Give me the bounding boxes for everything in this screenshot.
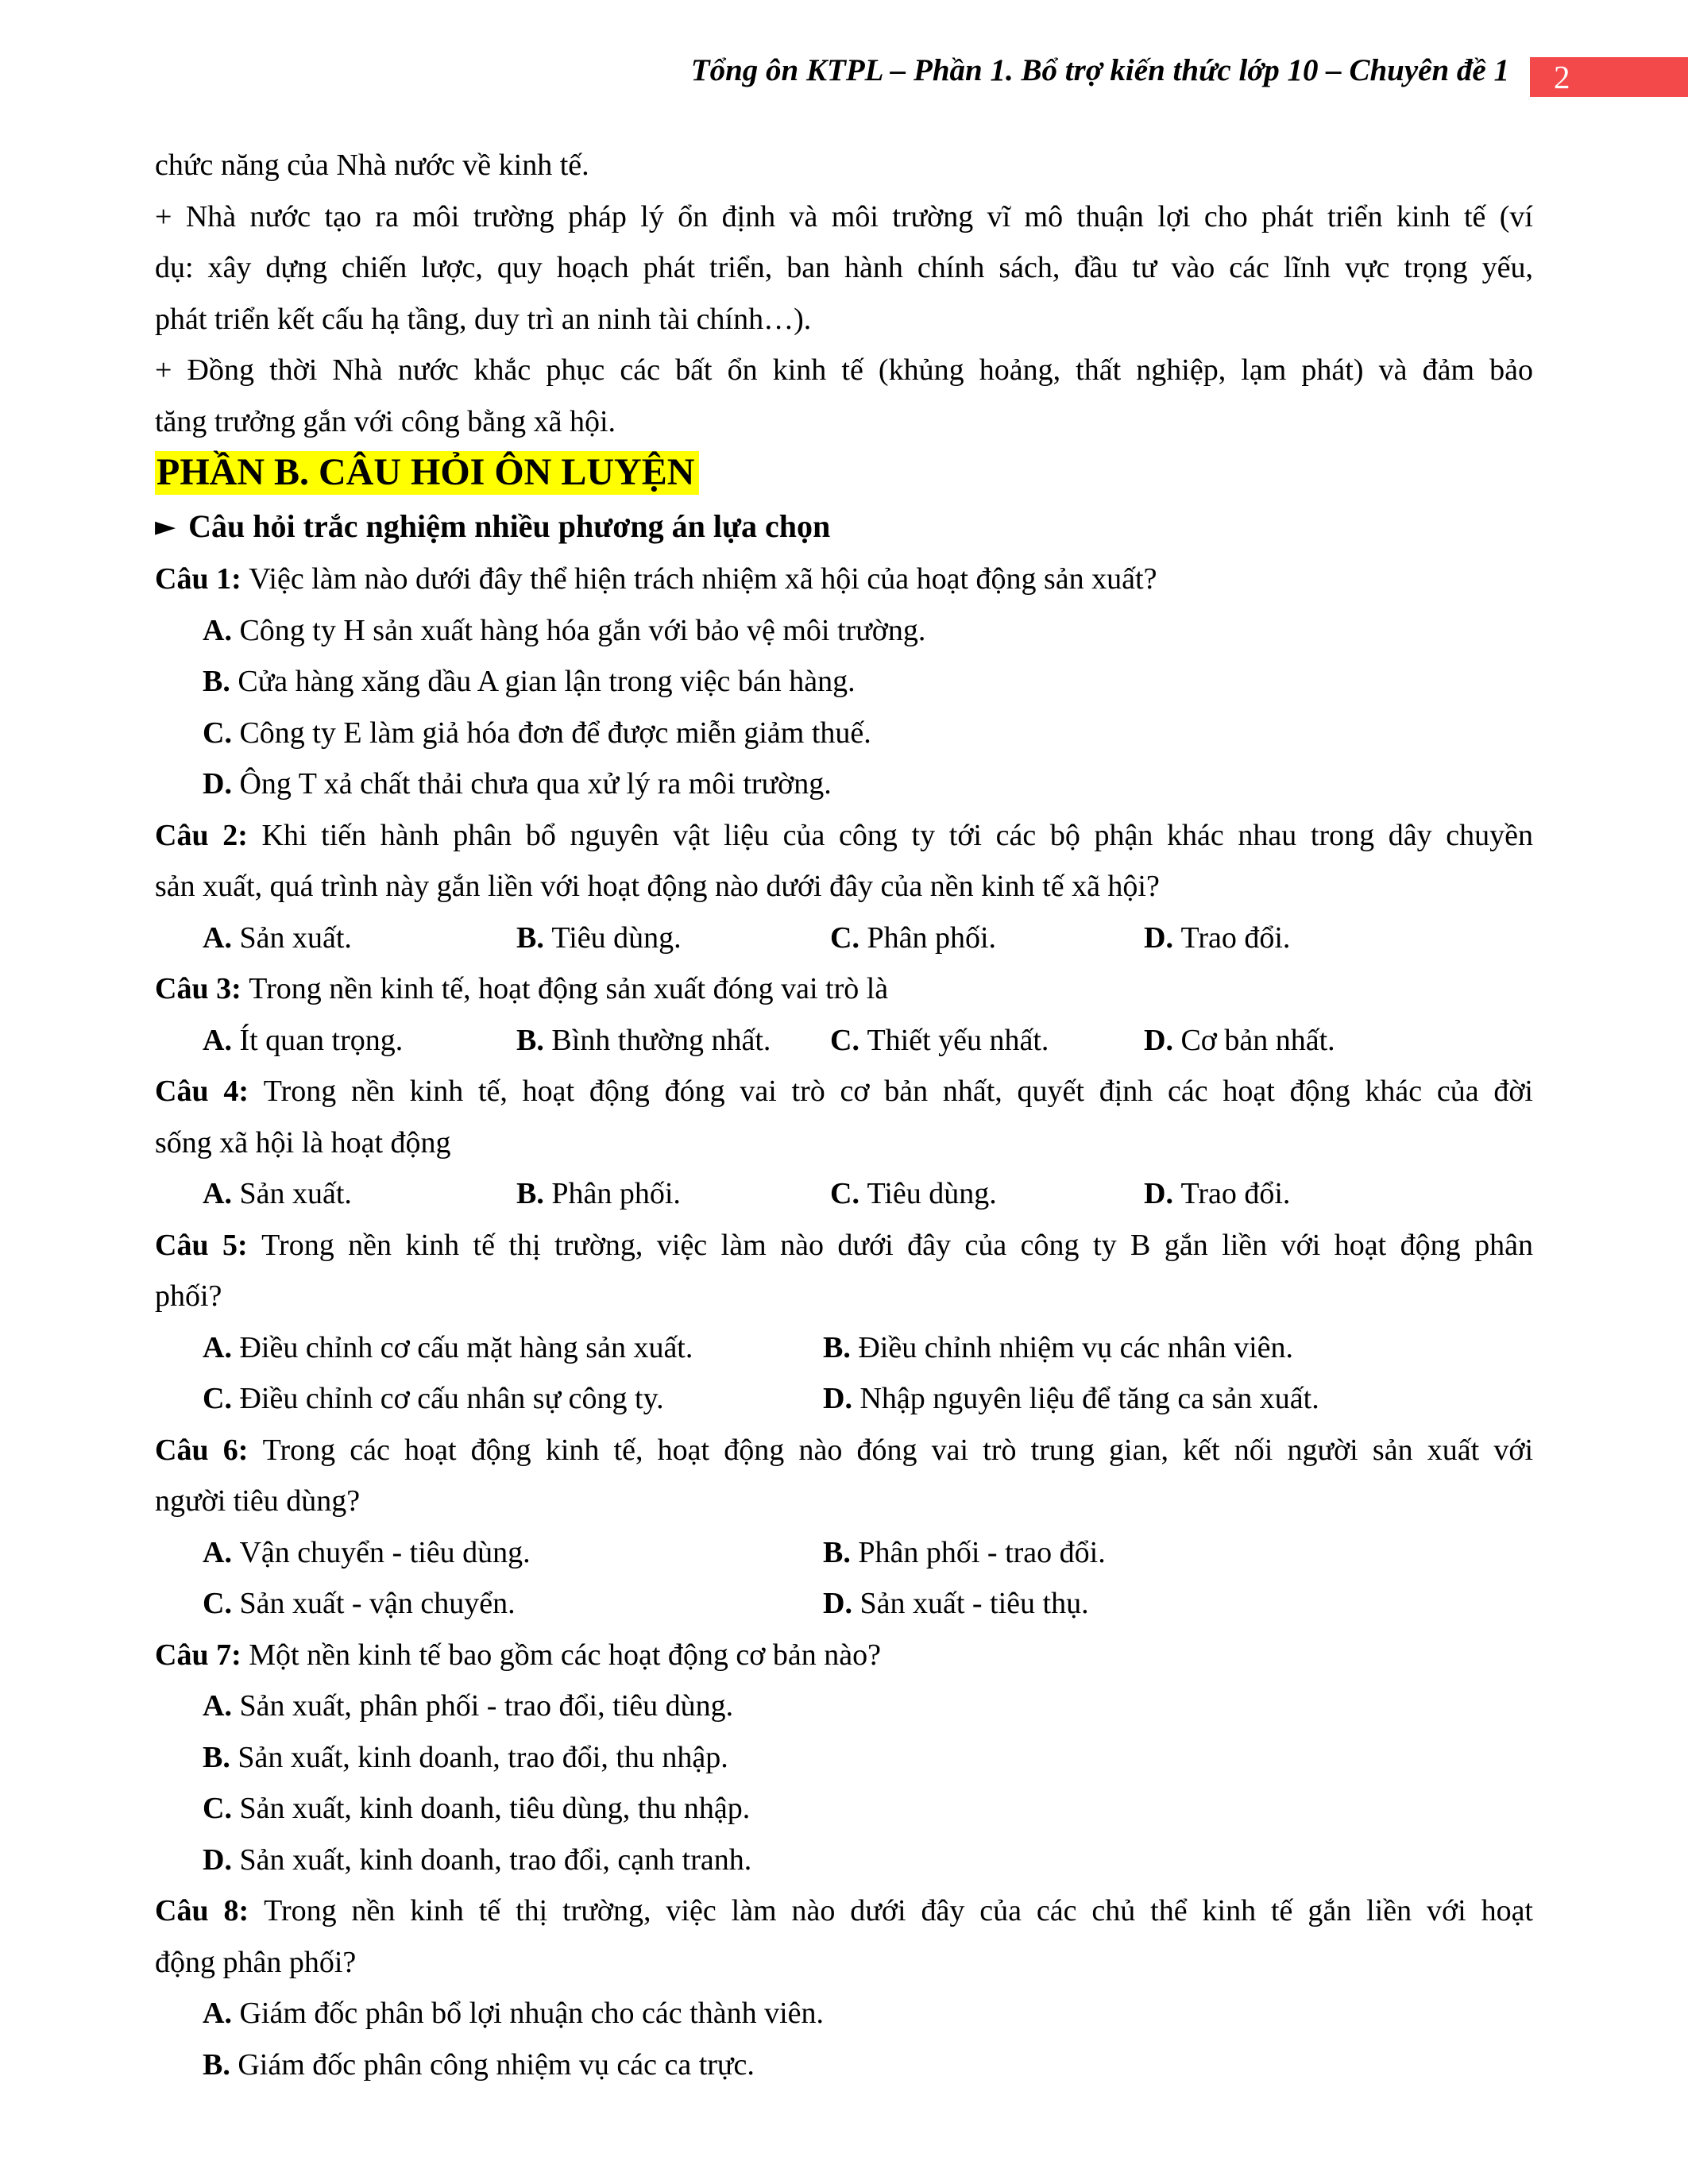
header-title: Tổng ôn KTPL – Phần 1. Bổ trợ kiến thức lớp 10 – Chuyên đề 1 (690, 53, 1509, 87)
option-letter: A. (203, 920, 240, 955)
option-item: D. Cơ bản nhất. (1144, 1023, 1335, 1057)
option-item: C. Sản xuất, kinh doanh, tiêu dùng, thu nhập. (203, 1792, 751, 1825)
questions-list (155, 554, 1533, 2090)
option-item: C. Điều chỉnh cơ cấu nhân sự công ty. (203, 1382, 664, 1415)
text-line: Câu 1: Việc làm nào dưới đây thể hiện trách nhiệm xã hội của hoạt động sản xuất? (155, 562, 1157, 596)
question-block (155, 1220, 1533, 1425)
option-item: A. Giám đốc phân bổ lợi nhuận cho các thành viên. (203, 1997, 824, 2030)
option-letter: D. (203, 1843, 240, 1877)
arrow-bullet-icon: ► (155, 510, 176, 542)
intro-paragraph (155, 140, 1533, 191)
option-letter: B. (516, 1023, 552, 1057)
options-grid2 (155, 1527, 1533, 1630)
text-line: Câu 5: Trong nền kinh tế thị trường, việc làm nào dưới đây của công ty B gắn liền với hoạt động phân (155, 1228, 1533, 1262)
option-item: A. Ít quan trọng. (203, 1023, 404, 1057)
section-heading-line (155, 447, 1533, 501)
page-header (0, 0, 1688, 103)
text-line: tăng trưởng gắn với công bằng xã hội. (155, 404, 616, 438)
question-label: Câu 6: (155, 1433, 263, 1467)
option-letter: D. (203, 767, 240, 801)
option-letter: C. (830, 1023, 867, 1057)
option-item: C. Tiêu dùng. (830, 1177, 997, 1210)
option-letter: D. (823, 1587, 860, 1620)
option-letter: B. (516, 1177, 552, 1210)
question-label: Câu 4: (155, 1075, 264, 1108)
text-line: Câu 4: Trong nền kinh tế, hoạt động đóng vai trò cơ bản nhất, quyết định các hoạt động khác của đời (155, 1075, 1533, 1108)
option-letter: C. (830, 1177, 867, 1210)
options-stacked (155, 1988, 1533, 2090)
option-item: C. Sản xuất - vận chuyển. (203, 1587, 516, 1620)
question-block (155, 1066, 1533, 1220)
option-item: D. Sản xuất - tiêu thụ. (823, 1587, 1089, 1620)
option-letter: A. (203, 1177, 240, 1210)
option-item: B. Tiêu dùng. (516, 920, 682, 955)
option-item: B. Phân phối - trao đổi. (823, 1535, 1106, 1569)
question-label: Câu 8: (155, 1894, 265, 1927)
option-letter: A. (203, 613, 240, 647)
options-grid4 (155, 913, 1533, 964)
option-item: D. Ông T xả chất thải chưa qua xử lý ra môi trường. (203, 767, 832, 801)
text-line: sản xuất, quá trình này gắn liền với hoạt động nào dưới đây của nền kinh tế xã hội? (155, 870, 1160, 903)
option-letter: D. (823, 1382, 860, 1415)
option-letter: D. (1144, 1177, 1181, 1210)
option-item: A. Điều chỉnh cơ cấu mặt hàng sản xuất. (203, 1330, 693, 1364)
option-item: D. Nhập nguyên liệu để tăng ca sản xuất. (823, 1382, 1319, 1415)
question-label: Câu 3: (155, 972, 249, 1005)
text-line: Câu 7: Một nền kinh tế bao gồm các hoạt động cơ bản nào? (155, 1638, 881, 1672)
subsection-heading (155, 501, 1533, 554)
question-block (155, 1425, 1533, 1630)
option-item: A. Sản xuất. (203, 920, 352, 955)
question-label: Câu 5: (155, 1228, 262, 1262)
option-item: B. Cửa hàng xăng dầu A gian lận trong việc bán hàng. (203, 665, 856, 698)
text-line: Câu 6: Trong các hoạt động kinh tế, hoạt động nào đóng vai trò trung gian, kết nối người sản xuất với (155, 1433, 1533, 1467)
option-letter: D. (1144, 920, 1181, 955)
text-line: phát triển kết cấu hạ tầng, duy trì an ninh tài chính…). (155, 302, 812, 336)
option-letter: B. (203, 665, 238, 698)
question-block (155, 810, 1533, 964)
question-label: Câu 7: (155, 1638, 249, 1672)
text-line: Câu 8: Trong nền kinh tế thị trường, việc làm nào dưới đây của các chủ thể kinh tế gắn liền với hoạt (155, 1894, 1533, 1927)
options-grid4 (155, 1168, 1533, 1220)
option-letter: B. (203, 1740, 238, 1774)
text-line: + Nhà nước tạo ra môi trường pháp lý ổn định và môi trường vĩ mô thuận lợi cho phát triển kinh tế (ví (155, 199, 1533, 233)
question-block (155, 1885, 1533, 2090)
text-line: chức năng của Nhà nước về kinh tế. (155, 149, 589, 182)
option-item: D. Sản xuất, kinh doanh, trao đổi, cạnh tranh. (203, 1843, 752, 1877)
option-item: C. Thiết yếu nhất. (830, 1023, 1049, 1057)
option-item: B. Bình thường nhất. (516, 1023, 771, 1057)
text-line: Câu 3: Trong nền kinh tế, hoạt động sản xuất đóng vai trò là (155, 972, 889, 1005)
option-item: C. Công ty E làm giả hóa đơn để được miễn giảm thuế. (203, 716, 871, 750)
text-line: + Đồng thời Nhà nước khắc phục các bất ổn kinh tế (khủng hoảng, thất nghiệp, lạm phát) và đảm bảo (155, 353, 1533, 387)
question-label: Câu 2: (155, 818, 262, 852)
options-grid4 (155, 1015, 1533, 1067)
option-letter: B. (203, 2047, 238, 2082)
text-line: động phân phối? (155, 1945, 357, 1979)
options-grid2 (155, 1322, 1533, 1425)
option-item: B. Phân phối. (516, 1177, 681, 1210)
page-number-badge (1530, 57, 1688, 97)
option-letter: B. (823, 1330, 859, 1364)
option-letter: C. (203, 716, 240, 750)
option-letter: A. (203, 1689, 240, 1723)
option-letter: C. (203, 1792, 240, 1825)
option-item: B. Điều chỉnh nhiệm vụ các nhân viên. (823, 1330, 1294, 1364)
text-line: Câu 2: Khi tiến hành phân bổ nguyên vật liệu của công ty tới các bộ phận khác nhau trong dây chuyền (155, 818, 1533, 852)
text-line: dụ: xây dựng chiến lược, quy hoạch phát triển, ban hành chính sách, đầu tư vào các lĩnh vực trọng yếu, (155, 251, 1533, 284)
option-item: B. Giám đốc phân công nhiệm vụ các ca trực. (203, 2047, 755, 2082)
option-item: B. Sản xuất, kinh doanh, trao đổi, thu nhập. (203, 1740, 728, 1774)
page-number: 2 (1554, 58, 1570, 95)
option-item: A. Công ty H sản xuất hàng hóa gắn với bảo vệ môi trường. (203, 613, 926, 647)
intro-paragraph (155, 345, 1533, 447)
option-letter: C. (830, 920, 867, 955)
question-label: Câu 1: (155, 562, 249, 596)
question-block (155, 554, 1533, 810)
option-item: A. Sản xuất, phân phối - trao đổi, tiêu dùng. (203, 1689, 734, 1723)
text-line: người tiêu dùng? (155, 1484, 361, 1518)
subsection-title: Câu hỏi trắc nghiệm nhiều phương án lựa chọn (188, 507, 831, 544)
option-item: C. Phân phối. (830, 920, 997, 955)
option-letter: A. (203, 1997, 240, 2030)
option-item: A. Sản xuất. (203, 1177, 352, 1210)
question-block (155, 1630, 1533, 1886)
option-letter: B. (823, 1535, 859, 1569)
option-item: D. Trao đổi. (1144, 920, 1291, 955)
option-letter: D. (1144, 1023, 1181, 1057)
document-body (155, 140, 1533, 2090)
text-line: sống xã hội là hoạt động (155, 1125, 451, 1160)
option-letter: A. (203, 1330, 240, 1364)
option-letter: A. (203, 1535, 240, 1569)
options-stacked (155, 605, 1533, 810)
intro-paragraphs (155, 140, 1533, 447)
option-letter: A. (203, 1023, 240, 1057)
option-item: A. Vận chuyển - tiêu dùng. (203, 1535, 531, 1569)
option-letter: C. (203, 1382, 240, 1415)
option-item: D. Trao đổi. (1144, 1177, 1291, 1210)
text-line: phối? (155, 1279, 222, 1313)
intro-paragraph (155, 191, 1533, 345)
question-block (155, 963, 1533, 1066)
section-heading: PHẦN B. CÂU HỎI ÔN LUYỆN (155, 451, 699, 495)
option-letter: B. (516, 920, 552, 955)
option-letter: C. (203, 1587, 240, 1620)
options-stacked (155, 1680, 1533, 1885)
